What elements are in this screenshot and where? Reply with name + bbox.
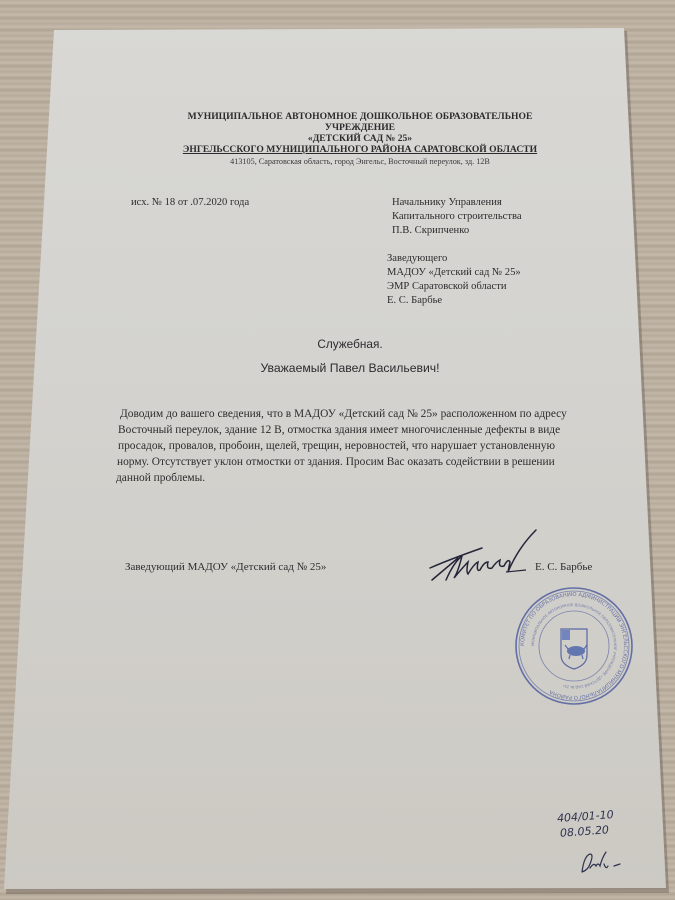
body-line-3: просадок, провалов, пробоин, щелей, трещин, неровностей, что нарушает установленную <box>118 440 555 452</box>
svg-text:МУНИЦИПАЛЬНОЕ АВТОНОМНОЕ ДОШКО: МУНИЦИПАЛЬНОЕ АВТОНОМНОЕ ДОШКОЛЬНОЕ ОБРАЗОВАТЕЛЬНОЕ УЧРЕЖДЕНИЕ «ДЕТСКИЙ САД № 25» <box>530 602 618 690</box>
body-line-1: Доводим до вашего сведения, что в МАДОУ «Детский сад № 25» расположенном по адресу <box>120 408 567 420</box>
handwritten-signature <box>428 528 538 586</box>
recipient-line-1: Начальнику Управления <box>392 197 502 208</box>
recipient-line-2: Капитального строительства <box>392 211 522 222</box>
body-line-5: данной проблемы. <box>116 472 206 484</box>
handwritten-registration-date: 08.05.20 <box>559 823 610 840</box>
svg-text:КОМИТЕТ ПО ОБРАЗОВАНИЮ АДМИНИС: КОМИТЕТ ПО ОБРАЗОВАНИЮ АДМИНИСТРАЦИИ ЭНГЕЛЬССКОГО МУНИЦИПАЛЬНОГО РАЙОНА <box>519 591 629 701</box>
body-line-4: норму. Отсутствует уклон отмостки от здания. Просим Вас оказать содействии в решении <box>117 456 555 468</box>
sender-line-2: МАДОУ «Детский сад № 25» <box>387 267 521 278</box>
signatory-position: Заведующий МАДОУ «Детский сад № 25» <box>125 561 327 573</box>
letterhead-line-4: ЭНГЕЛЬССКОГО МУНИЦИПАЛЬНОГО РАЙОНА САРАТОВСКОЙ ОБЛАСТИ <box>182 144 538 155</box>
salutation: Уважаемый Павел Васильевич! <box>260 361 440 375</box>
signatory-name: Е. С. Барбье <box>535 561 593 573</box>
letterhead-line-2: УЧРЕЖДЕНИЕ <box>324 122 396 133</box>
sender-line-4: Е. С. Барбье <box>387 295 443 306</box>
handwritten-registration-number: 404/01-10 <box>556 808 615 825</box>
letterhead-address: 413105, Саратовская область, город Энгельс, Восточный переулок, зд. 12В <box>230 157 490 166</box>
official-stamp <box>513 585 635 707</box>
document-type: Служебная. <box>317 337 383 351</box>
recipient-line-3: П.В. Скрипченко <box>392 225 470 236</box>
sender-line-3: ЭМР Саратовской области <box>387 281 507 292</box>
outgoing-number: исх. № 18 от .07.2020 года <box>131 197 250 208</box>
sender-line-1: Заведующего <box>387 253 448 264</box>
letterhead-line-1: МУНИЦИПАЛЬНОЕ АВТОНОМНОЕ ДОШКОЛЬНОЕ ОБРАЗОВАТЕЛЬНОЕ <box>187 111 533 122</box>
letterhead-line-3: «ДЕТСКИЙ САД № 25» <box>307 133 413 144</box>
body-line-2: Восточный переулок, здание 12 В, отмостка здания имеет многочисленные дефекты в виде <box>118 424 561 436</box>
handwritten-initials <box>578 850 622 876</box>
